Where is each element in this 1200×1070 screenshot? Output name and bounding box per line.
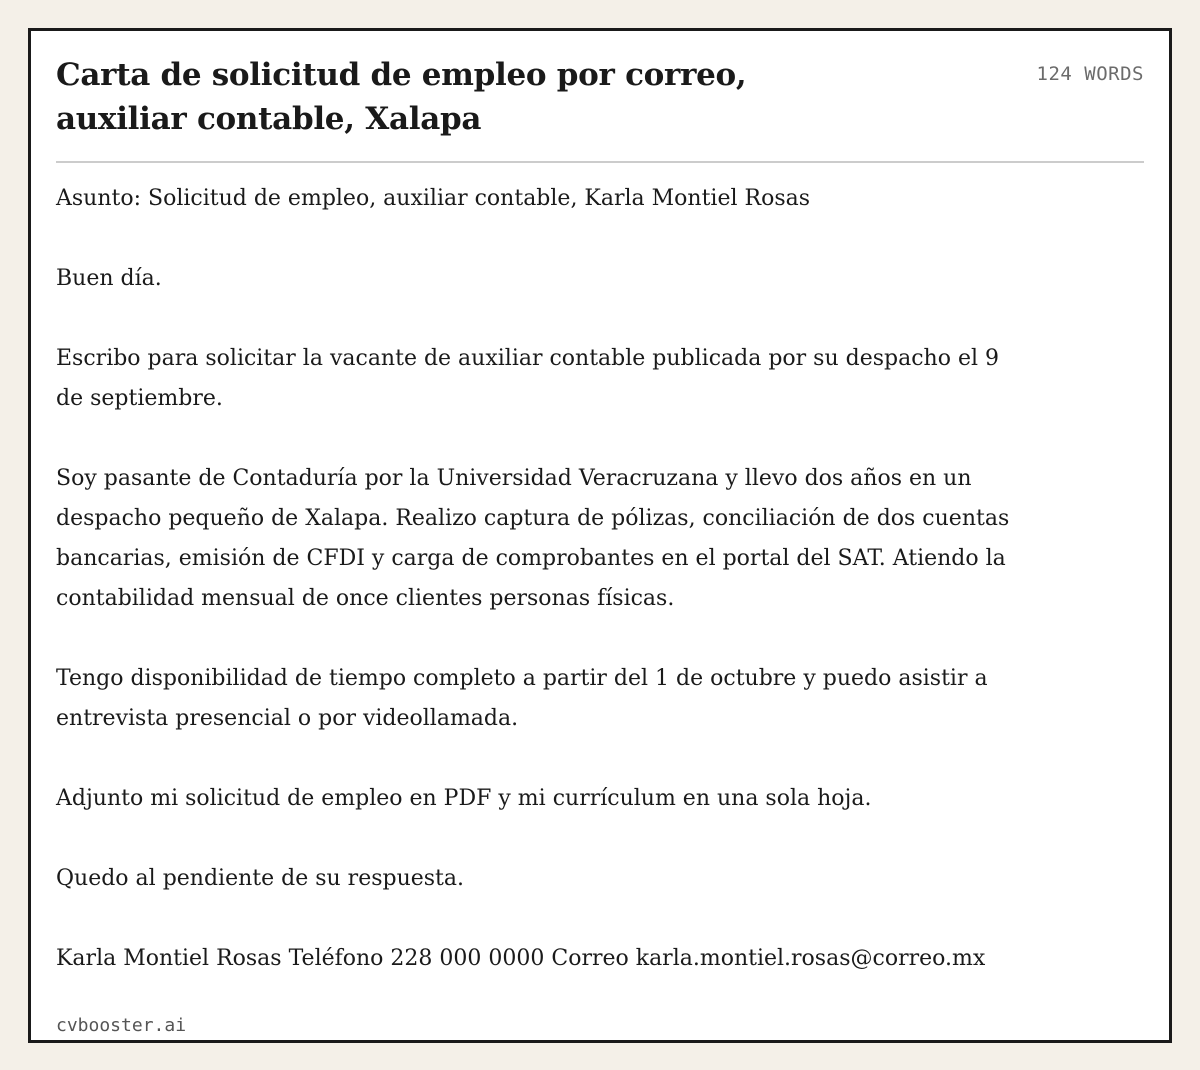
letter-title: Carta de solicitud de empleo por correo, auxiliar contable, Xalapa [56, 57, 747, 137]
footer-brand: cvbooster.ai [56, 1015, 187, 1036]
subject-line: Asunto: Solicitud de empleo, auxiliar contable, Karla Montiel Rosas [56, 186, 811, 211]
letter-card [28, 28, 1172, 1043]
intro-paragraph: Escribo para solicitar la vacante de auxiliar contable publicada por su despacho el 9 de septiembre. [56, 346, 999, 411]
availability-paragraph: Tengo disponibilidad de tiempo completo a partir del 1 de octubre y puedo asistir a entrevista presencial o por videollamada. [56, 666, 988, 731]
greeting-paragraph: Buen día. [56, 266, 162, 291]
signature-paragraph: Karla Montiel Rosas Teléfono 228 000 0000 Correo karla.montiel.rosas@correo.mx [56, 946, 986, 971]
word-count-label: 124 WORDS [1036, 63, 1144, 85]
experience-paragraph: Soy pasante de Contaduría por la Universidad Veracruzana y llevo dos años en un despacho pequeño de Xalapa. Realizo captura de pólizas, conciliación de dos cuentas bancarias, emisión de CFDI y carga de comprobantes en el portal del SAT. Atiendo la contabilidad mensual de once clientes personas físicas. [56, 466, 1010, 611]
header-divider [56, 161, 1144, 163]
letter-header [56, 53, 1144, 141]
closing-paragraph: Quedo al pendiente de su respuesta. [56, 866, 465, 891]
letter-body [56, 179, 1144, 979]
attachments-paragraph: Adjunto mi solicitud de empleo en PDF y mi currículum en una sola hoja. [56, 786, 872, 811]
